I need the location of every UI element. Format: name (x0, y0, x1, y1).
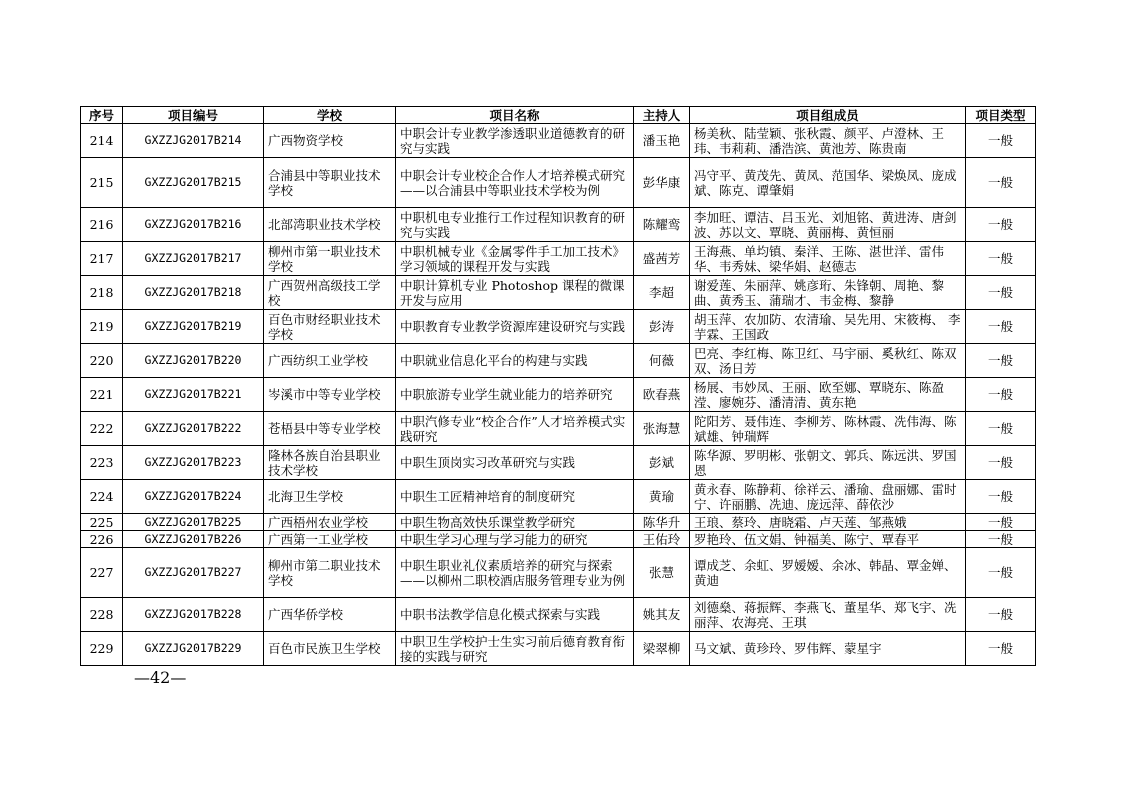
cell-leader: 彭涛 (634, 310, 690, 344)
cell-no: 223 (81, 446, 123, 480)
cell-no: 227 (81, 548, 123, 598)
table-row (81, 446, 1036, 480)
cell-no: 221 (81, 378, 123, 412)
cell-school: 北海卫生学校 (264, 480, 396, 514)
table-row (81, 412, 1036, 446)
cell-school: 隆林各族自治县职业技术学校 (264, 446, 396, 480)
cell-type: 一般 (966, 531, 1036, 548)
cell-type: 一般 (966, 548, 1036, 598)
cell-members: 马文斌、黄珍玲、罗伟辉、蒙星宇 (690, 632, 966, 666)
table-body (81, 124, 1036, 666)
cell-project-name: 中职教育专业教学资源库建设研究与实践 (396, 310, 634, 344)
cell-project-name: 中职生工匠精神培育的制度研究 (396, 480, 634, 514)
cell-school: 柳州市第一职业技术学校 (264, 242, 396, 276)
cell-code: GXZZJG2017B226 (123, 531, 264, 548)
cell-type: 一般 (966, 412, 1036, 446)
cell-code: GXZZJG2017B223 (123, 446, 264, 480)
cell-school: 柳州市第二职业技术学校 (264, 548, 396, 598)
cell-members: 谭成芝、余虹、罗嫒嫒、余冰、韩晶、覃金婵、黄迪 (690, 548, 966, 598)
cell-code: GXZZJG2017B221 (123, 378, 264, 412)
header-members: 项目组成员 (690, 107, 966, 124)
table-row (81, 480, 1036, 514)
cell-leader: 彭斌 (634, 446, 690, 480)
cell-type: 一般 (966, 378, 1036, 412)
cell-members: 李加旺、谭洁、吕玉光、刘旭铭、黄进涛、唐剑波、苏以文、覃晓、黄丽梅、黄恒丽 (690, 208, 966, 242)
cell-no: 222 (81, 412, 123, 446)
cell-leader: 陈华升 (634, 514, 690, 531)
cell-members: 黄永春、陈静莉、徐祥云、潘瑜、盘丽娜、雷时宁、许丽鹏、冼迪、庞远萍、薛依沙 (690, 480, 966, 514)
cell-code: GXZZJG2017B225 (123, 514, 264, 531)
table-row (81, 378, 1036, 412)
cell-school: 广西物资学校 (264, 124, 396, 158)
table-row (81, 344, 1036, 378)
cell-members: 罗艳玲、伍文娟、钟福美、陈宁、覃春平 (690, 531, 966, 548)
table-row (81, 276, 1036, 310)
cell-school: 广西华侨学校 (264, 598, 396, 632)
cell-project-name: 中职生物高效快乐课堂教学研究 (396, 514, 634, 531)
cell-members: 王海燕、单均镇、秦洋、王陈、湛世洋、雷伟华、韦秀妹、梁华娟、赵德志 (690, 242, 966, 276)
table-row (81, 124, 1036, 158)
cell-members: 陀阳芳、聂伟连、李柳芳、陈林霞、冼伟海、陈斌雄、钟瑞辉 (690, 412, 966, 446)
cell-code: GXZZJG2017B227 (123, 548, 264, 598)
cell-project-name: 中职计算机专业 Photoshop 课程的微课开发与应用 (396, 276, 634, 310)
cell-members: 巴亮、李红梅、陈卫红、马宇丽、奚秋红、陈双双、汤日芳 (690, 344, 966, 378)
cell-leader: 张慧 (634, 548, 690, 598)
cell-no: 229 (81, 632, 123, 666)
cell-school: 广西第一工业学校 (264, 531, 396, 548)
cell-no: 217 (81, 242, 123, 276)
cell-no: 224 (81, 480, 123, 514)
cell-no: 214 (81, 124, 123, 158)
cell-no: 218 (81, 276, 123, 310)
header-leader: 主持人 (634, 107, 690, 124)
cell-members: 胡玉萍、农加防、农清瑜、吴先用、宋筱梅、 李芋霖、王国政 (690, 310, 966, 344)
cell-no: 215 (81, 158, 123, 208)
cell-school: 苍梧县中等专业学校 (264, 412, 396, 446)
header-school: 学校 (264, 107, 396, 124)
header-type: 项目类型 (966, 107, 1036, 124)
cell-code: GXZZJG2017B224 (123, 480, 264, 514)
cell-leader: 梁翠柳 (634, 632, 690, 666)
header-no: 序号 (81, 107, 123, 124)
cell-code: GXZZJG2017B216 (123, 208, 264, 242)
cell-leader: 张海慧 (634, 412, 690, 446)
cell-school: 广西贺州高级技工学校 (264, 276, 396, 310)
cell-leader: 何薇 (634, 344, 690, 378)
cell-school: 广西梧州农业学校 (264, 514, 396, 531)
cell-no: 228 (81, 598, 123, 632)
cell-code: GXZZJG2017B219 (123, 310, 264, 344)
cell-type: 一般 (966, 158, 1036, 208)
cell-project-name: 中职机电专业推行工作过程知识教育的研究与实践 (396, 208, 634, 242)
cell-members: 王琅、蔡玲、唐晓霜、卢天莲、邹燕娥 (690, 514, 966, 531)
cell-project-name: 中职生学习心理与学习能力的研究 (396, 531, 634, 548)
cell-no: 225 (81, 514, 123, 531)
cell-leader: 黄瑜 (634, 480, 690, 514)
cell-type: 一般 (966, 598, 1036, 632)
table-row (81, 632, 1036, 666)
cell-project-name: 中职会计专业校企合作人才培养模式研究——以合浦县中等职业技术学校为例 (396, 158, 634, 208)
table-row (81, 514, 1036, 531)
cell-leader: 王佑玲 (634, 531, 690, 548)
cell-project-name: 中职机械专业《金属零件手工加工技术》学习领域的课程开发与实践 (396, 242, 634, 276)
cell-leader: 陈耀鸾 (634, 208, 690, 242)
cell-leader: 欧春燕 (634, 378, 690, 412)
cell-code: GXZZJG2017B214 (123, 124, 264, 158)
page-number: —42— (134, 668, 187, 687)
cell-members: 杨美秋、陆莹颖、张秋霞、颜平、卢澄林、王玮、韦莉莉、潘浩滨、黄池芳、陈贵南 (690, 124, 966, 158)
project-table (80, 106, 1036, 666)
cell-school: 百色市民族卫生学校 (264, 632, 396, 666)
cell-members: 陈华源、罗明彬、张朝文、郭兵、陈远洪、罗国恩 (690, 446, 966, 480)
cell-no: 219 (81, 310, 123, 344)
cell-type: 一般 (966, 514, 1036, 531)
cell-members: 刘德燊、蒋振辉、李燕飞、董星华、郑飞宇、冼丽萍、农海亮、王琪 (690, 598, 966, 632)
cell-school: 北部湾职业技术学校 (264, 208, 396, 242)
table-row (81, 208, 1036, 242)
header-code: 项目编号 (123, 107, 264, 124)
table-row (81, 242, 1036, 276)
cell-leader: 潘玉艳 (634, 124, 690, 158)
cell-code: GXZZJG2017B220 (123, 344, 264, 378)
cell-school: 百色市财经职业技术学校 (264, 310, 396, 344)
cell-type: 一般 (966, 242, 1036, 276)
cell-type: 一般 (966, 276, 1036, 310)
cell-leader: 彭华康 (634, 158, 690, 208)
cell-project-name: 中职就业信息化平台的构建与实践 (396, 344, 634, 378)
table-header-row (81, 107, 1036, 124)
cell-no: 220 (81, 344, 123, 378)
cell-type: 一般 (966, 344, 1036, 378)
cell-leader: 李超 (634, 276, 690, 310)
cell-code: GXZZJG2017B217 (123, 242, 264, 276)
table-row (81, 310, 1036, 344)
cell-type: 一般 (966, 124, 1036, 158)
cell-code: GXZZJG2017B222 (123, 412, 264, 446)
cell-no: 216 (81, 208, 123, 242)
cell-leader: 姚其友 (634, 598, 690, 632)
cell-code: GXZZJG2017B218 (123, 276, 264, 310)
table-row (81, 531, 1036, 548)
cell-project-name: 中职生顶岗实习改革研究与实践 (396, 446, 634, 480)
cell-project-name: 中职卫生学校护士生实习前后德育教育衔接的实践与研究 (396, 632, 634, 666)
cell-code: GXZZJG2017B228 (123, 598, 264, 632)
table-row (81, 598, 1036, 632)
cell-code: GXZZJG2017B229 (123, 632, 264, 666)
cell-members: 杨展、韦妙凤、王丽、欧至娜、覃晓东、陈盈滢、廖婉芬、潘清清、黄东艳 (690, 378, 966, 412)
cell-type: 一般 (966, 632, 1036, 666)
cell-type: 一般 (966, 208, 1036, 242)
cell-project-name: 中职旅游专业学生就业能力的培养研究 (396, 378, 634, 412)
cell-project-name: 中职会计专业教学渗透职业道德教育的研究与实践 (396, 124, 634, 158)
cell-type: 一般 (966, 480, 1036, 514)
table-row (81, 158, 1036, 208)
table-row (81, 548, 1036, 598)
cell-school: 广西纺织工业学校 (264, 344, 396, 378)
cell-code: GXZZJG2017B215 (123, 158, 264, 208)
header-project-name: 项目名称 (396, 107, 634, 124)
cell-school: 合浦县中等职业技术学校 (264, 158, 396, 208)
cell-project-name: 中职生职业礼仪素质培养的研究与探索——以柳州二职校酒店服务管理专业为例 (396, 548, 634, 598)
cell-project-name: 中职书法教学信息化模式探索与实践 (396, 598, 634, 632)
cell-school: 岑溪市中等专业学校 (264, 378, 396, 412)
cell-leader: 盛茜芳 (634, 242, 690, 276)
cell-type: 一般 (966, 446, 1036, 480)
cell-project-name: 中职汽修专业“校企合作”人才培养模式实践研究 (396, 412, 634, 446)
cell-no: 226 (81, 531, 123, 548)
cell-members: 冯守平、黄茂先、黄凤、范国华、梁焕凤、庞成斌、陈克、谭肇娟 (690, 158, 966, 208)
cell-type: 一般 (966, 310, 1036, 344)
cell-members: 谢爱莲、朱丽萍、姚彦珩、朱锋朝、周艳、黎曲、黄秀玉、蒲瑞才、韦金梅、黎静 (690, 276, 966, 310)
